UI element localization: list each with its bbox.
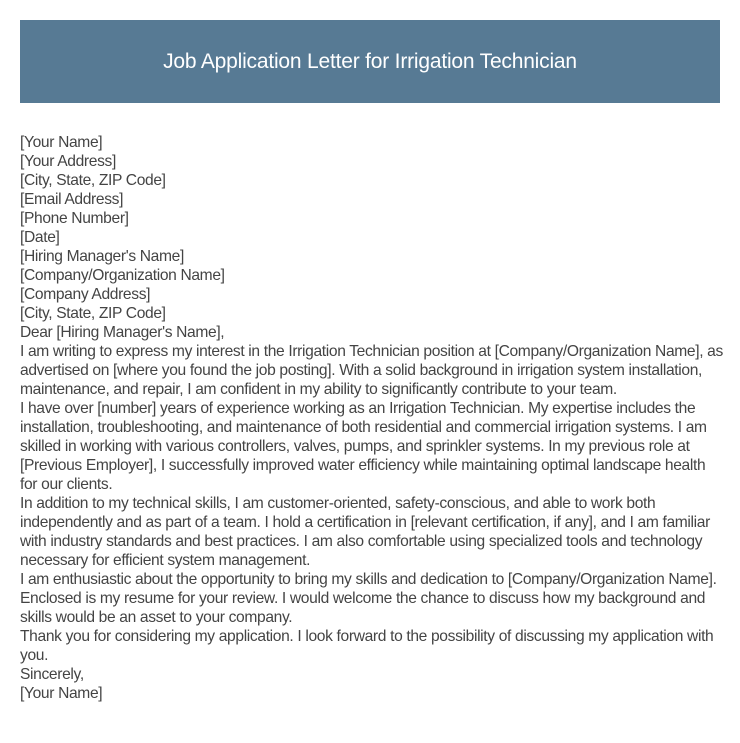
- letter-body: [20, 133, 725, 703]
- recipient-address: [Company Address]: [20, 286, 151, 303]
- recipient-company: [Company/Organization Name]: [20, 267, 225, 284]
- page-title: Job Application Letter for Irrigation Technician: [163, 49, 577, 73]
- paragraph-thanks: Thank you for considering my application. I look forward to the possibility of discussing my application with you.: [20, 628, 714, 664]
- letter-date: [Date]: [20, 229, 60, 246]
- sender-name: [Your Name]: [20, 134, 103, 151]
- page-header: [20, 20, 720, 103]
- recipient-city-state-zip: [City, State, ZIP Code]: [20, 305, 166, 322]
- recipient-name: [Hiring Manager's Name]: [20, 248, 184, 265]
- salutation: Dear [Hiring Manager's Name],: [20, 324, 225, 341]
- paragraph-intro: I am writing to express my interest in the Irrigation Technician position at [Company/Organization Name], as advertised on [where you found the job posting]. With a solid background in irrigation system installation, maintenance, and repair, I am confident in my ability to significantly contribute to your team.: [20, 343, 723, 398]
- signature: [Your Name]: [20, 685, 103, 702]
- paragraph-enthusiasm: I am enthusiastic about the opportunity to bring my skills and dedication to [Company/Organization Name]. Enclosed is my resume for your review. I would welcome the chance to discuss how my background and skills would be an asset to your company.: [20, 571, 717, 626]
- paragraph-skills: In addition to my technical skills, I am customer-oriented, safety-conscious, and able to work both independently and as part of a team. I hold a certification in [relevant certification, if any], and I am familiar with industry standards and best practices. I am also comfortable using specialized tools and technology necessary for efficient system management.: [20, 495, 710, 569]
- paragraph-experience: I have over [number] years of experience working as an Irrigation Technician. My expertise includes the installation, troubleshooting, and maintenance of both residential and commercial irrigation systems. I am skilled in working with various controllers, valves, pumps, and sprinkler systems. In my previous role at [Previous Employer], I successfully improved water efficiency while maintaining optimal landscape health for our clients.: [20, 400, 707, 493]
- sender-city-state-zip: [City, State, ZIP Code]: [20, 172, 166, 189]
- sender-address: [Your Address]: [20, 153, 116, 170]
- sender-email: [Email Address]: [20, 191, 124, 208]
- closing: Sincerely,: [20, 666, 84, 683]
- sender-phone: [Phone Number]: [20, 210, 129, 227]
